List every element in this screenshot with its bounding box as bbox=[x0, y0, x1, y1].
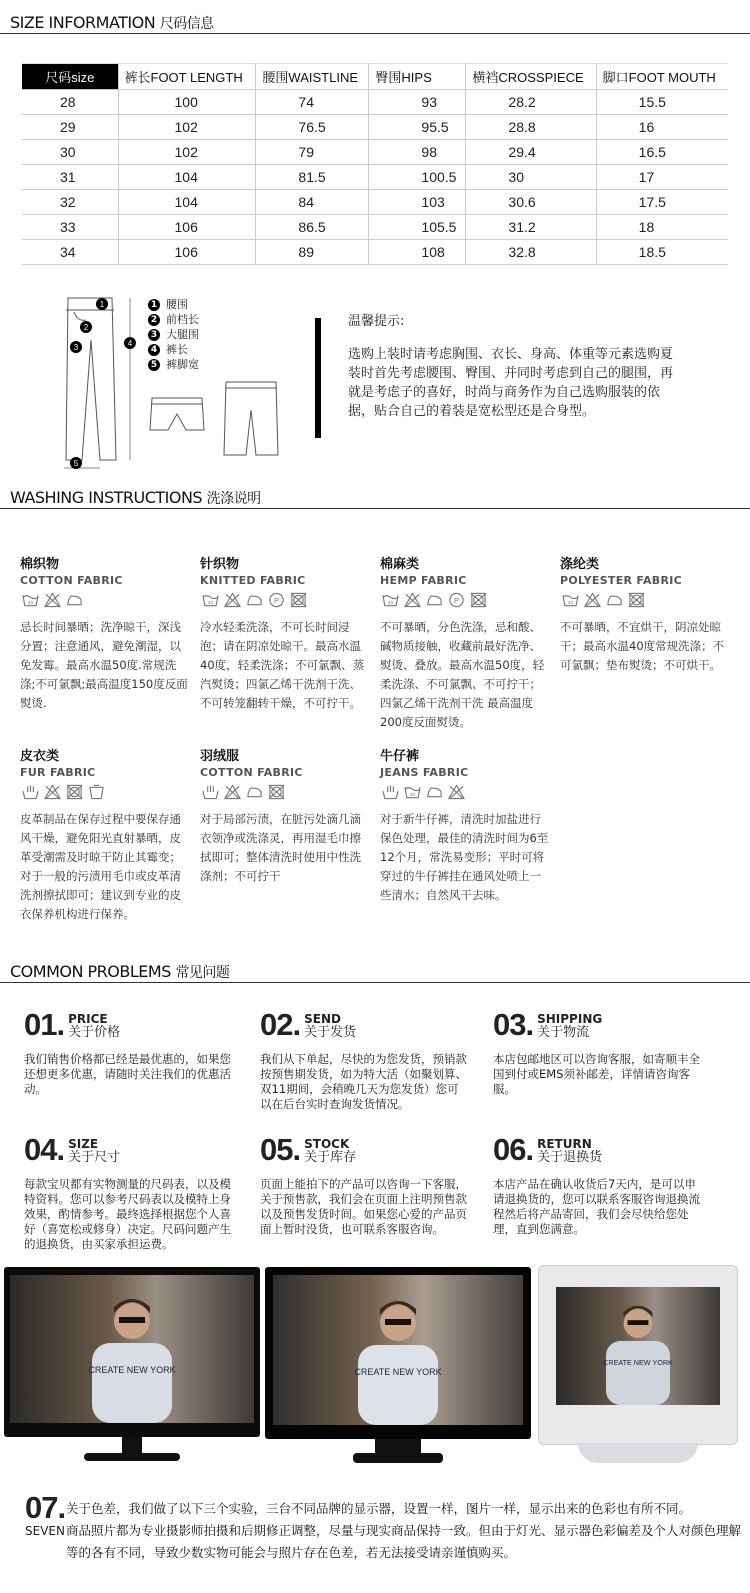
no-tumble-icon bbox=[628, 592, 645, 608]
problem-title-zh: 关于发货 bbox=[304, 1025, 357, 1040]
washing-body: 对于局部污渍，在脏污处滴几滴衣领净或洗涤灵，再用湿毛巾擦拭即可；整体清洗时使用中性洗涤剂；不可拧干 bbox=[200, 812, 361, 883]
washing-title-zh: 牛仔裤 bbox=[380, 749, 420, 764]
problem-body: 每款宝贝都有实物测量的尺码表，以及模特资料。您可以参考尺码表以及模特上身效果，酌情参考。最终选择根据您个人喜好（喜宽松或修身）决定。尺码问题产生的退换货，由买家承担运费。 bbox=[24, 1177, 231, 1251]
size-table-row bbox=[22, 165, 728, 190]
size-table-cell: 76.5 bbox=[256, 115, 369, 140]
size-table-cell: 28.2 bbox=[466, 90, 596, 115]
problem-item bbox=[260, 1133, 470, 1237]
svg-text:2: 2 bbox=[83, 323, 89, 332]
washing-item bbox=[20, 553, 190, 713]
hand-wash-icon bbox=[22, 784, 39, 800]
iron-icon bbox=[246, 784, 263, 800]
size-section-header bbox=[0, 8, 750, 34]
size-table-cell: 28.8 bbox=[466, 115, 596, 140]
iron-icon bbox=[426, 592, 443, 608]
problem-title-zh: 关于退换货 bbox=[537, 1150, 603, 1165]
col-header-waist: 腰围WAISTLINE bbox=[256, 64, 369, 90]
size-table-cell: 30 bbox=[22, 140, 118, 165]
iron-icon bbox=[426, 784, 443, 800]
problem-number: 04. bbox=[24, 1132, 65, 1167]
washing-header-en: WASHING INSTRUCTIONS bbox=[10, 488, 203, 507]
size-table-row bbox=[22, 215, 728, 240]
no-tumble-icon bbox=[66, 784, 83, 800]
care-icons bbox=[22, 592, 190, 608]
note-seven-line1: 关于色差，我们做了以下三个实验，三台不同品牌的显示器，设置一样，图片一样，显示出来的色彩也有所不同。 bbox=[66, 1501, 692, 1516]
monitor-2 bbox=[265, 1267, 531, 1467]
svg-text:P: P bbox=[453, 595, 460, 605]
svg-text:40: 40 bbox=[27, 600, 34, 606]
problem-title-zh: 关于尺寸 bbox=[68, 1150, 121, 1165]
iron-icon bbox=[606, 592, 623, 608]
model-photo-1 bbox=[77, 1283, 187, 1423]
washing-title-zh: 羽绒服 bbox=[200, 749, 240, 764]
washing-item bbox=[200, 745, 370, 886]
svg-text:40: 40 bbox=[207, 600, 214, 606]
size-table-cell: 98 bbox=[369, 140, 466, 165]
size-table-row bbox=[22, 240, 728, 265]
note-seven bbox=[25, 1490, 66, 1538]
problem-item bbox=[24, 1008, 234, 1097]
washing-title-en: COTTON FABRIC bbox=[200, 766, 303, 779]
problem-item bbox=[260, 1008, 470, 1112]
diagram-legend bbox=[148, 297, 199, 372]
shirt-text-3: CREATE NEW YORK bbox=[603, 1358, 673, 1367]
problem-title-en: SIZE bbox=[68, 1137, 99, 1151]
washing-body: 忌长时间暴晒；洗净晾干，深浅分置；注意通风，避免潮湿，以免发霉。最高水温50度.常规洗涤;不可氯飘;最高温度150度反面熨烫. bbox=[20, 620, 188, 710]
problem-body: 我们从下单起，尽快的为您发货，预销款按预售期发货，如为特大活（如聚划算、双11期间，会稍晚几天为您发货）您可以在后台实时查询发货情况。 bbox=[260, 1052, 467, 1111]
legend-number: 4 bbox=[148, 344, 160, 356]
col-header-hips: 臀围HIPS bbox=[369, 64, 466, 90]
problem-number: 03. bbox=[493, 1007, 534, 1042]
size-table-cell: 29.4 bbox=[466, 140, 596, 165]
size-table-cell: 95.5 bbox=[369, 115, 466, 140]
problems-header-en: COMMON PROBLEMS bbox=[10, 962, 171, 981]
svg-text:5: 5 bbox=[73, 459, 79, 468]
problem-body: 我们销售价格都已经是最优惠的，如果您还想更多优惠，请随时关注我们的优惠活动。 bbox=[24, 1052, 231, 1096]
washing-title-en: HEMP FABRIC bbox=[380, 574, 467, 587]
tip-body: 选购上装时请考虑胸围、衣长、身高、体重等元素选购夏装时首先考虑腰围、臀围、并同时考虑到自己的腿围，再就是考虑子的喜好，时尚与商务作为自己选购服装的依据，贴合自己的着装是宽松型还是合身型。 bbox=[348, 347, 674, 419]
svg-text:40: 40 bbox=[567, 600, 574, 606]
col-header-length: 裤长FOOT LENGTH bbox=[118, 64, 256, 90]
size-table-cell: 106 bbox=[118, 215, 256, 240]
size-table-cell: 17.5 bbox=[596, 190, 728, 215]
wash40-icon bbox=[22, 592, 39, 608]
washing-title-en: JEANS FABRIC bbox=[380, 766, 469, 779]
col-header-size: 尺码size bbox=[22, 64, 118, 90]
problem-title-zh: 关于物流 bbox=[537, 1025, 590, 1040]
no-bleach-icon bbox=[448, 784, 465, 800]
size-table-row bbox=[22, 90, 728, 115]
size-header-en: SIZE INFORMATION bbox=[10, 13, 156, 32]
size-table-cell: 102 bbox=[118, 140, 256, 165]
problem-item bbox=[493, 1008, 703, 1097]
legend-label: 腰围 bbox=[166, 298, 188, 311]
legend-item bbox=[148, 297, 199, 312]
size-table-cell: 89 bbox=[256, 240, 369, 265]
washing-body: 对于新牛仔裤，清洗时加盐进行保色处理，最佳的清洗时间为6至12个月，常洗易变形；平时可将穿过的牛仔裤挂在通风处喷上一些清水；自然风干去味。 bbox=[380, 812, 549, 902]
size-table-cell: 102 bbox=[118, 115, 256, 140]
washing-item bbox=[20, 745, 190, 924]
size-table-header-row bbox=[22, 64, 728, 90]
size-table-cell: 81.5 bbox=[256, 165, 369, 190]
col-header-foot-mouth: 脚口FOOT MOUTH bbox=[596, 64, 728, 90]
problem-body: 本店包邮地区可以咨询客服，如寄顺丰全国到付或EMS须补邮差，详情请咨询客服。 bbox=[493, 1052, 700, 1096]
size-table-row bbox=[22, 115, 728, 140]
wash40-icon bbox=[404, 784, 421, 800]
diagram-markers bbox=[70, 298, 136, 469]
size-header-zh: 尺码信息 bbox=[159, 16, 214, 32]
hand-wash-icon bbox=[382, 784, 399, 800]
note-seven-line2: 商品照片都为专业摄影师拍摄和后期修正调整，尽量与现实商品保持一致。但由于灯光、显示器色彩偏差及个人对颜色理解等的各有不同，导致少数实物可能会与照片存在色差，若无法接受请亲谨慎购买。 bbox=[66, 1523, 742, 1560]
size-table-cell: 31.2 bbox=[466, 215, 596, 240]
legend-label: 前档长 bbox=[166, 313, 199, 326]
size-table-cell: 15.5 bbox=[596, 90, 728, 115]
size-table-cell: 84 bbox=[256, 190, 369, 215]
no-bleach-icon bbox=[44, 784, 61, 800]
washing-header-zh: 洗涤说明 bbox=[206, 491, 261, 507]
washing-title-zh: 皮衣类 bbox=[20, 749, 60, 764]
legend-item bbox=[148, 327, 199, 342]
shirt-text-2: CREATE NEW YORK bbox=[354, 1367, 442, 1377]
svg-text:3: 3 bbox=[73, 343, 79, 352]
size-table-cell: 33 bbox=[22, 215, 118, 240]
problem-title-zh: 关于价格 bbox=[68, 1025, 121, 1040]
legend-number: 1 bbox=[148, 299, 160, 311]
washing-item bbox=[380, 745, 550, 905]
hang-dry-icon bbox=[88, 784, 105, 800]
dryclean-p-icon bbox=[268, 592, 285, 608]
shirt-text-1: CREATE NEW YORK bbox=[88, 1365, 176, 1375]
washing-body: 冷水轻柔洗涤，不可长时间浸泡；请在阴凉处晾干。最高水温40度，轻柔洗涤；不可氯飘、蒸汽熨烫；四氯乙烯干洗剂干洗、不可转笼翻转干燥，不可拧干。 bbox=[200, 620, 365, 710]
no-bleach-icon bbox=[584, 592, 601, 608]
problem-number: 06. bbox=[493, 1132, 534, 1167]
legend-number: 5 bbox=[148, 359, 160, 371]
monitor-1 bbox=[4, 1267, 260, 1467]
washing-body: 不可暴晒，分色洗涤，忌和酸、碱物质接触，收藏前最好洗净、熨烫、叠放。最高水温50度，轻柔洗涤、不可氯飘、不可拧干；四氯乙烯干洗剂干洗 最高温度200度反面熨烫。 bbox=[380, 620, 545, 729]
size-table-cell: 32.8 bbox=[466, 240, 596, 265]
no-tumble-icon bbox=[290, 592, 307, 608]
size-table-cell: 31 bbox=[22, 165, 118, 190]
problem-item bbox=[493, 1133, 703, 1237]
svg-text:1: 1 bbox=[99, 300, 105, 309]
washing-title-zh: 针织物 bbox=[200, 557, 240, 572]
tip-title: 温馨提示: bbox=[348, 314, 405, 329]
note-seven-number: 07. bbox=[25, 1490, 66, 1525]
size-table-cell: 108 bbox=[369, 240, 466, 265]
size-table-cell: 34 bbox=[22, 240, 118, 265]
problem-number: 05. bbox=[260, 1132, 301, 1167]
washing-item bbox=[200, 553, 370, 713]
size-table-cell: 79 bbox=[256, 140, 369, 165]
washing-title-zh: 棉麻类 bbox=[380, 557, 420, 572]
washing-title-en: COTTON FABRIC bbox=[20, 574, 123, 587]
size-table-cell: 32 bbox=[22, 190, 118, 215]
washing-section-header bbox=[0, 483, 750, 509]
washing-title-en: POLYESTER FABRIC bbox=[560, 574, 683, 587]
note-seven-en: SEVEN bbox=[25, 1524, 65, 1538]
legend-label: 裤脚宽 bbox=[166, 358, 199, 371]
size-table-cell: 106 bbox=[118, 240, 256, 265]
legend-label: 大腿围 bbox=[166, 328, 199, 341]
wash40-icon bbox=[562, 592, 579, 608]
monitor-3 bbox=[538, 1265, 738, 1470]
size-table-cell: 104 bbox=[118, 190, 256, 215]
wash40-icon bbox=[202, 592, 219, 608]
care-icons bbox=[22, 784, 190, 800]
problem-number: 01. bbox=[24, 1007, 65, 1042]
care-icons bbox=[562, 592, 730, 608]
size-table-cell: 74 bbox=[256, 90, 369, 115]
care-icons bbox=[382, 592, 550, 608]
care-icons bbox=[202, 592, 370, 608]
washing-title-zh: 涤纶类 bbox=[560, 557, 600, 572]
size-table-cell: 93 bbox=[369, 90, 466, 115]
no-bleach-icon bbox=[404, 592, 421, 608]
svg-text:4: 4 bbox=[127, 339, 133, 348]
hand-wash-icon bbox=[202, 784, 219, 800]
washing-title-zh: 棉织物 bbox=[20, 557, 60, 572]
tip-divider bbox=[315, 318, 321, 438]
washing-item bbox=[380, 553, 550, 732]
iron-icon bbox=[66, 592, 83, 608]
note-seven-text bbox=[66, 1498, 746, 1564]
size-table-cell: 86.5 bbox=[256, 215, 369, 240]
problem-title-en: RETURN bbox=[537, 1137, 592, 1151]
problem-title-zh: 关于库存 bbox=[304, 1150, 357, 1165]
col-header-crosspiece: 横裆CROSSPIECE bbox=[466, 64, 596, 90]
problem-title-en: SHIPPING bbox=[537, 1012, 603, 1026]
size-table-cell: 18 bbox=[596, 215, 728, 240]
size-table-cell: 104 bbox=[118, 165, 256, 190]
problems-section-header bbox=[0, 957, 750, 983]
care-icons bbox=[382, 784, 550, 800]
washing-title-en: KNITTED FABRIC bbox=[200, 574, 306, 587]
dryclean-p-icon bbox=[448, 592, 465, 608]
svg-text:40: 40 bbox=[387, 600, 394, 606]
problem-title-en: SEND bbox=[304, 1012, 341, 1026]
washing-body: 皮革制品在保存过程中要保存通风干燥，避免阳光直射暴晒，皮革受潮需及时晾干防止其霉变；对于一般的污渍用毛巾或皮革清洗剂擦拭即可；建议到专业的皮衣保养机构进行保养。 bbox=[20, 812, 181, 921]
no-tumble-icon bbox=[268, 784, 285, 800]
size-table-cell: 28 bbox=[22, 90, 118, 115]
size-table-cell: 30 bbox=[466, 165, 596, 190]
model-photo-3 bbox=[593, 1293, 683, 1405]
size-table-cell: 16 bbox=[596, 115, 728, 140]
tip-box bbox=[348, 312, 678, 421]
problem-title-en: PRICE bbox=[68, 1012, 108, 1026]
size-table-cell: 103 bbox=[369, 190, 466, 215]
size-table-cell: 105.5 bbox=[369, 215, 466, 240]
svg-text:P: P bbox=[273, 595, 280, 605]
problem-title-en: STOCK bbox=[304, 1137, 350, 1151]
iron-icon bbox=[246, 592, 263, 608]
size-table-cell: 16.5 bbox=[596, 140, 728, 165]
size-table-cell: 17 bbox=[596, 165, 728, 190]
washing-title-en: FUR FABRIC bbox=[20, 766, 96, 779]
size-table-cell: 100 bbox=[118, 90, 256, 115]
legend-label: 裤长 bbox=[166, 343, 188, 356]
problem-body: 页面上能拍下的产品可以咨询一下客服，关于预售款，我们会在页面上注明预售款以及预售发货时间。如果您心爱的产品页面上暂时没货，也可联系客服咨询。 bbox=[260, 1177, 467, 1236]
legend-item bbox=[148, 312, 199, 327]
problems-header-zh: 常见问题 bbox=[175, 965, 230, 981]
problem-number: 02. bbox=[260, 1007, 301, 1042]
size-table-cell: 18.5 bbox=[596, 240, 728, 265]
washing-body: 不可暴晒，不宜烘干，阴凉处晾干；最高水温40度常规洗涤；不可氯飘；垫布熨烫；不可烘干。 bbox=[560, 620, 725, 672]
no-bleach-icon bbox=[44, 592, 61, 608]
size-table-cell: 100.5 bbox=[369, 165, 466, 190]
no-tumble-icon bbox=[470, 592, 487, 608]
legend-number: 2 bbox=[148, 314, 160, 326]
washing-item bbox=[560, 553, 730, 675]
size-table-cell: 29 bbox=[22, 115, 118, 140]
wash40-icon bbox=[382, 592, 399, 608]
size-table-row bbox=[22, 140, 728, 165]
size-table bbox=[22, 63, 728, 265]
problem-item bbox=[24, 1133, 234, 1252]
legend-item bbox=[148, 357, 199, 372]
no-bleach-icon bbox=[224, 784, 241, 800]
svg-text:40: 40 bbox=[409, 792, 416, 798]
no-bleach-icon bbox=[224, 592, 241, 608]
problem-body: 本店产品在确认收货后7天内，是可以申请退换货的，您可以联系客服咨询退换流程然后将产品寄回，我们会尽快给您处理，直到您满意。 bbox=[493, 1177, 700, 1236]
legend-number: 3 bbox=[148, 329, 160, 341]
legend-item bbox=[148, 342, 199, 357]
size-table-row bbox=[22, 190, 728, 215]
model-photo-2 bbox=[343, 1285, 453, 1425]
size-table-cell: 30.6 bbox=[466, 190, 596, 215]
care-icons bbox=[202, 784, 370, 800]
